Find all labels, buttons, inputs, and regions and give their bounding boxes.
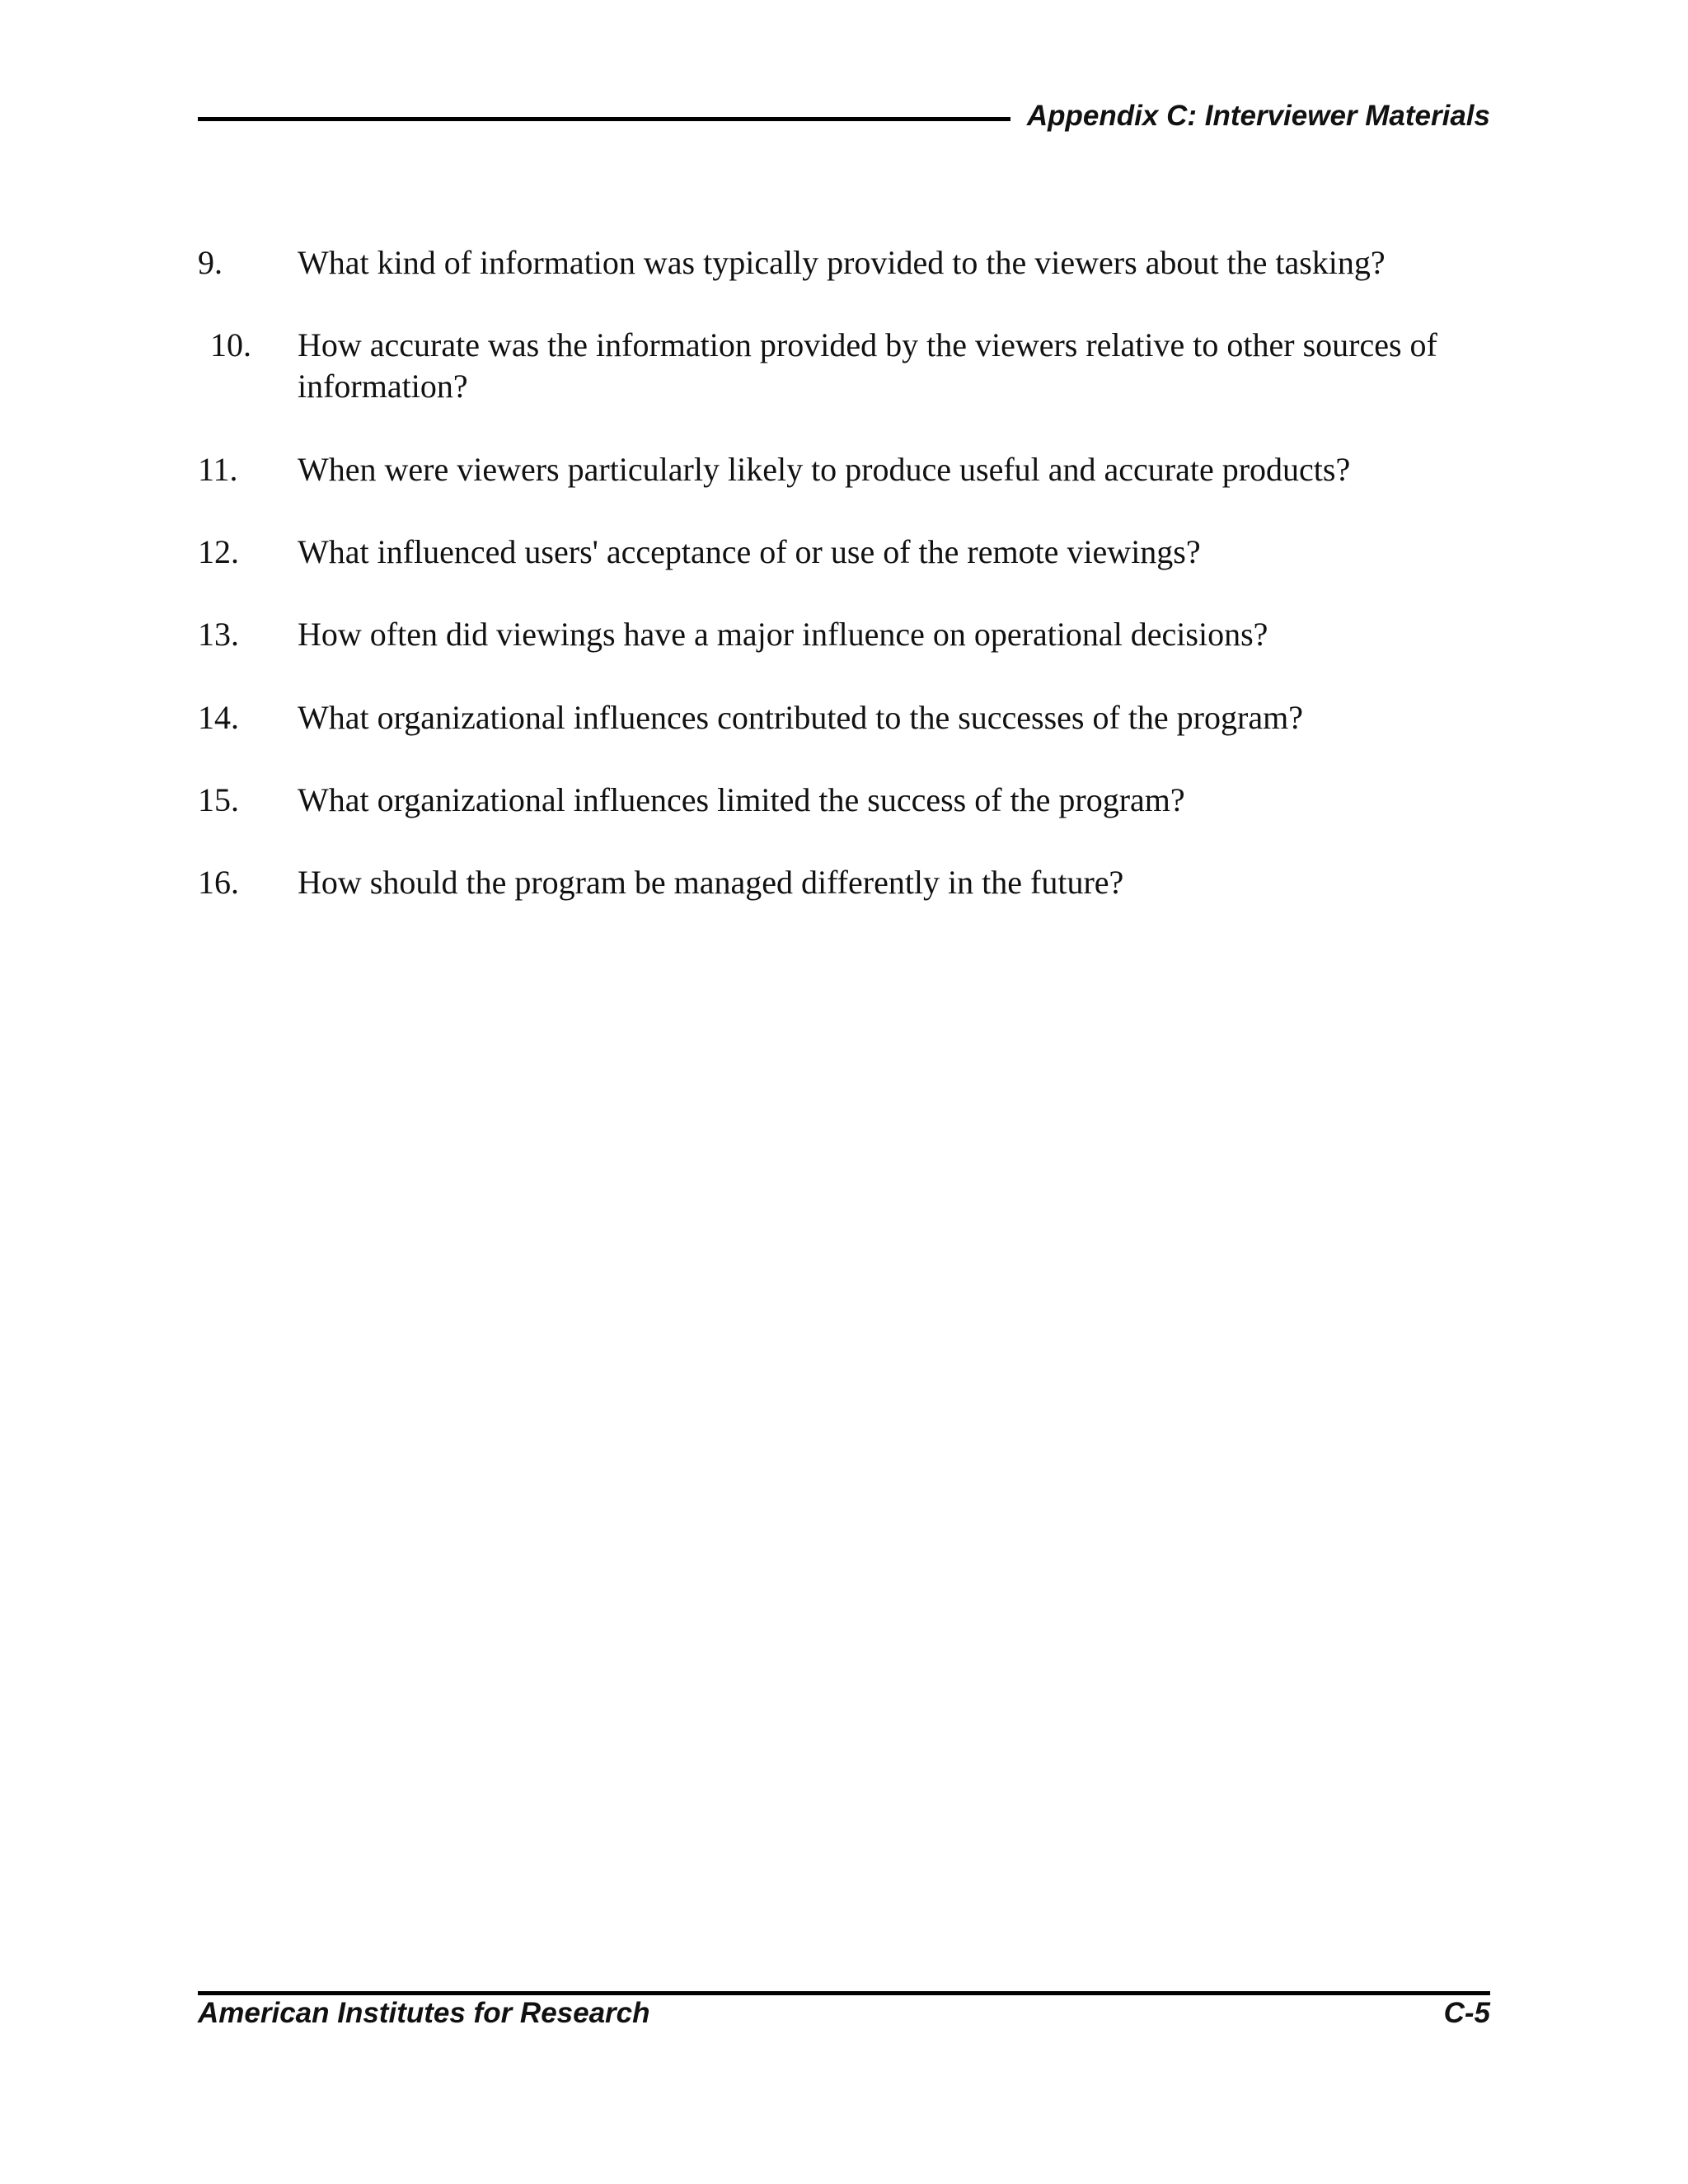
question-text: How should the program be managed differently in the future? <box>298 864 1124 901</box>
question-number: 15. <box>198 781 239 818</box>
header-rule <box>198 117 1010 121</box>
question-text: What organizational influences limited the success of the program? <box>298 781 1185 818</box>
question-text: How accurate was the information provided by the viewers relative to other sources of information? <box>298 326 1437 405</box>
question-text: How often did viewings have a major influence on operational decisions? <box>298 616 1268 653</box>
question-number: 16. <box>198 864 239 901</box>
question-number: 14. <box>198 699 239 736</box>
question-number: 12. <box>198 533 239 570</box>
footer-page-number: C-5 <box>1443 1997 1490 2029</box>
question-number: 11. <box>198 451 238 488</box>
footer-organization: American Institutes for Research <box>198 1997 650 2029</box>
question-number: 10. <box>210 326 251 363</box>
question-number: 13. <box>198 616 239 653</box>
question-number: 9. <box>198 244 223 281</box>
question-text: What organizational influences contributed to the successes of the program? <box>298 699 1303 736</box>
header-title: Appendix C: Interviewer Materials <box>1026 100 1490 132</box>
question-text: When were viewers particularly likely to produce useful and accurate products? <box>298 451 1351 488</box>
question-text: What influenced users' acceptance of or use of the remote viewings? <box>298 533 1201 570</box>
question-text: What kind of information was typically provided to the viewers about the tasking? <box>298 244 1386 281</box>
